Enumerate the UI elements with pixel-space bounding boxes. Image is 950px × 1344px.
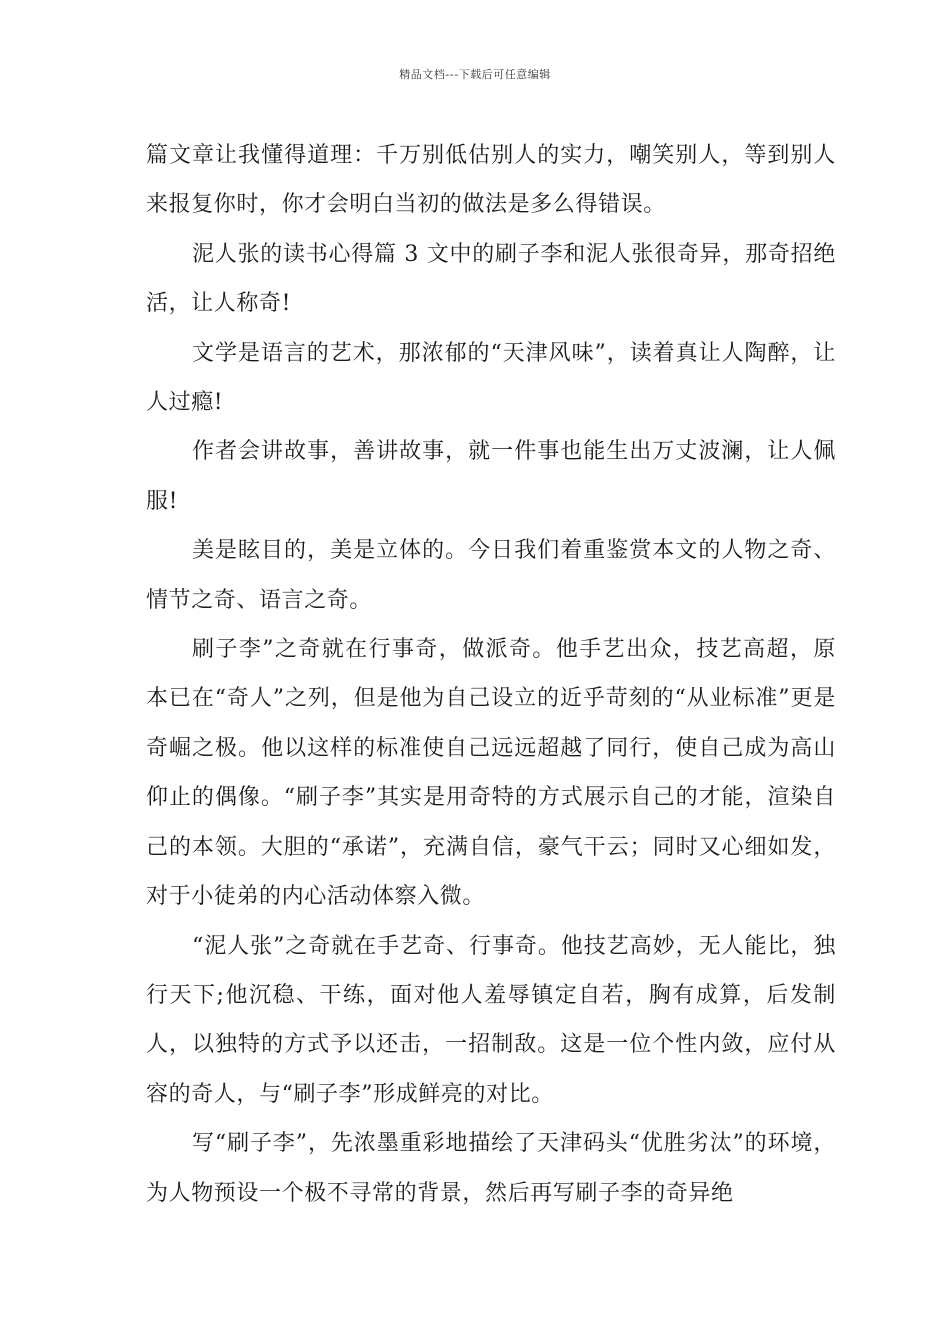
paragraph-5: 美是眩目的，美是立体的。今日我们着重鉴赏本文的人物之奇、情节之奇、语言之奇。	[146, 538, 836, 613]
page-header: 精品文档---下载后可任意编辑	[399, 68, 551, 81]
paragraph-6: 刷子李”之奇就在行事奇，做派奇。他手艺出众，技艺高超，原本已在“奇人”之列，但是他为自己设立的近乎苛刻的“从业标准”更是奇崛之极。他以这样的标准使自己远远超越了同行，使自己成为高山仰止的偶像。“刷子李”其实是用奇特的方式展示自己的才能，渲染自己的本领。大胆的“承诺”，充满自信，豪气干云；同时又心细如发，对于小徒弟的内心活动体察入微。	[146, 637, 836, 910]
paragraph-3: 文学是语言的艺术，那浓郁的“天津风味”，读着真让人陶醉，让人过瘾!	[146, 340, 836, 416]
paragraph-1: 篇文章让我懂得道理：千万别低估别人的实力，嘲笑别人，等到别人来报复你时，你才会明白当初的做法是多么得错误。	[146, 143, 836, 218]
paragraph-2: 泥人张的读书心得篇 3 文中的刷子李和泥人张很奇异，那奇招绝活，让人称奇!	[146, 241, 836, 317]
paragraph-8: 写“刷子李”，先浓墨重彩地描绘了天津码头“优胜劣汰”的环境，为人物预设一个极不寻常的背景，然后再写刷子李的奇异绝	[146, 1131, 836, 1206]
document-body	[146, 131, 836, 1218]
paragraph-7: “泥人张”之奇就在手艺奇、行事奇。他技艺高妙，无人能比，独行天下;他沉稳、干练，面对他人羞辱镇定自若，胸有成算，后发制人，以独特的方式予以还击，一招制敌。这是一位个性内敛，应付从容的奇人，与“刷子李”形成鲜亮的对比。	[146, 933, 836, 1107]
paragraph-4: 作者会讲故事，善讲故事，就一件事也能生出万丈波澜，让人佩服!	[146, 439, 836, 514]
